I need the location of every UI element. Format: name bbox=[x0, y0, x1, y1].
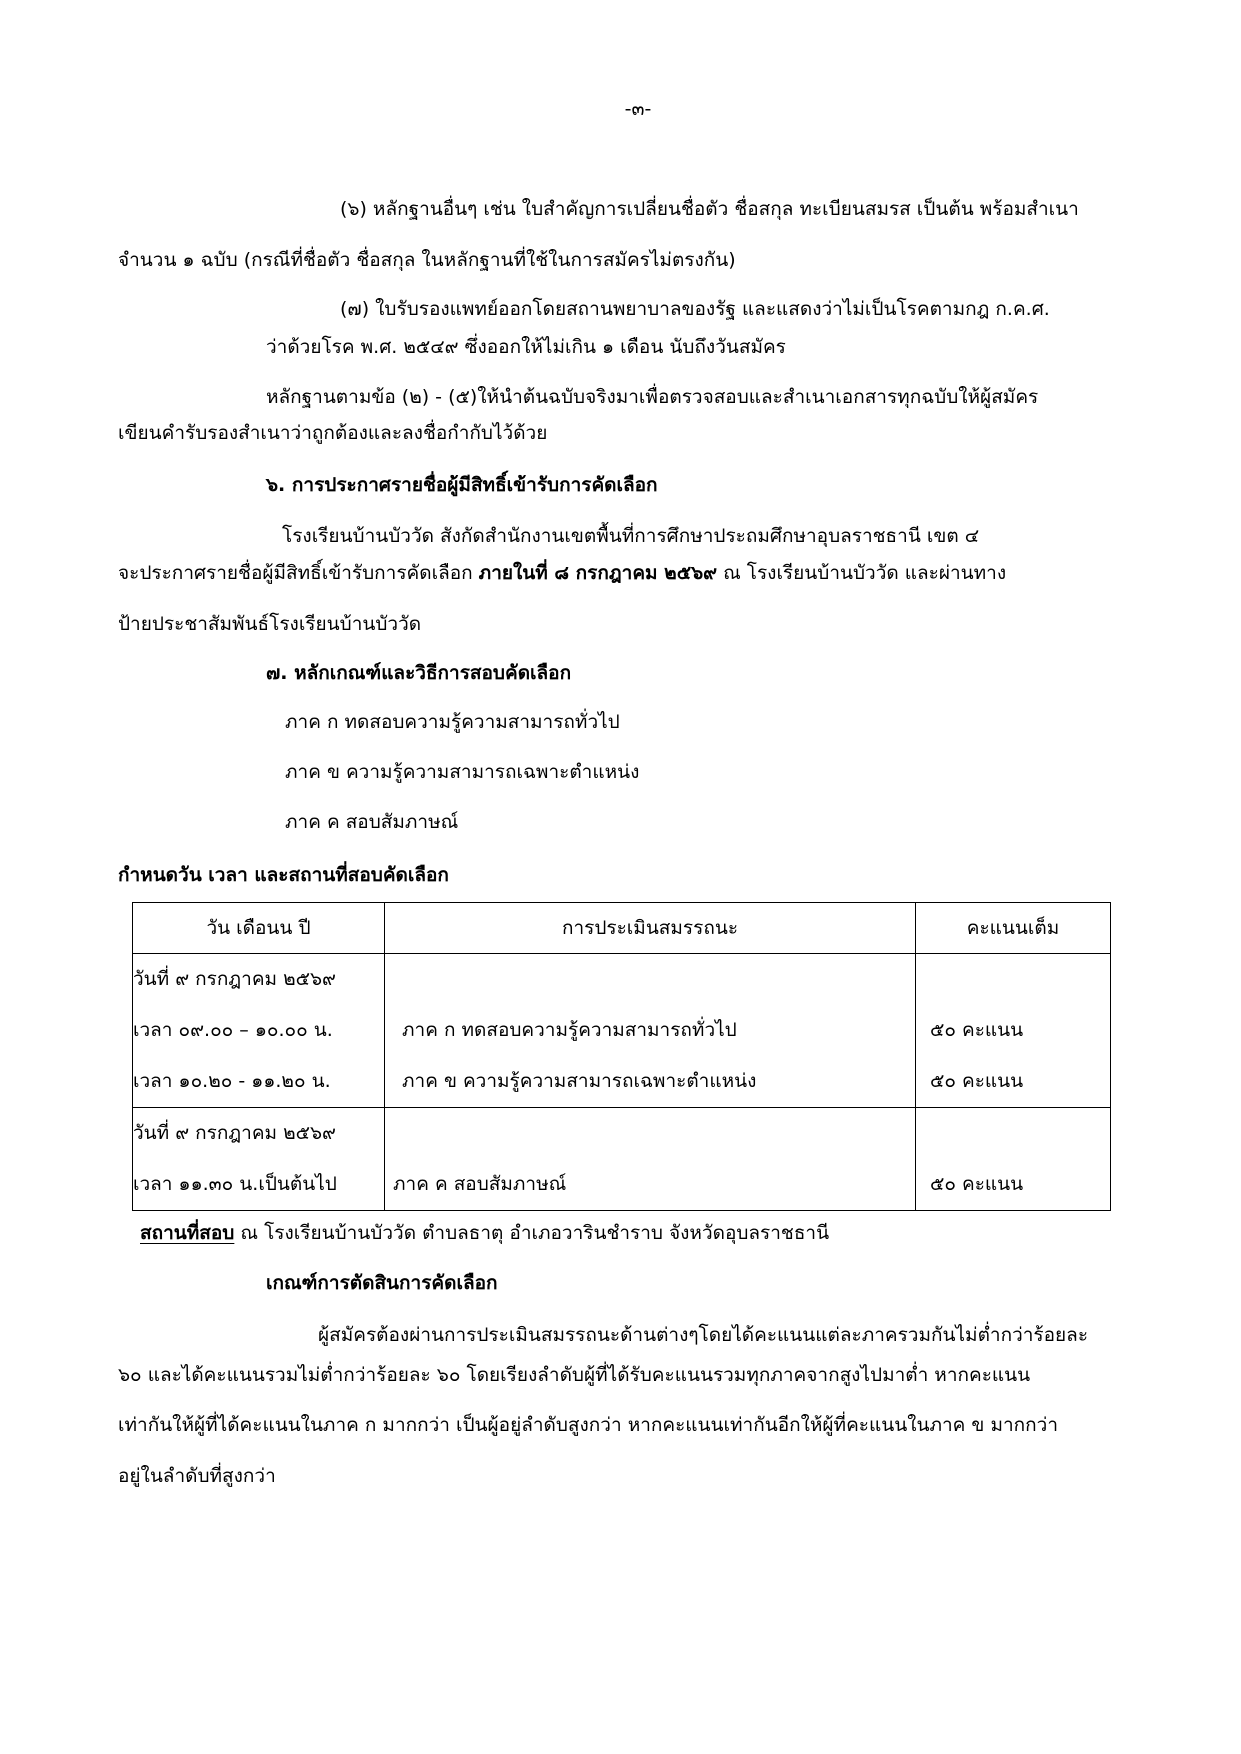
row1-score-a: ๕๐ คะแนน bbox=[930, 1019, 1024, 1041]
row2-date: วันที่ ๙ กรกฎาคม ๒๕๖๙ bbox=[133, 1122, 336, 1144]
row1-time-b: เวลา ๑๐.๒๐ - ๑๑.๒๐ น. bbox=[133, 1070, 331, 1092]
row2-time: เวลา ๑๑.๓๐ น.เป็นต้นไป bbox=[133, 1173, 337, 1195]
item6-line1: (๖) หลักฐานอื่นๆ เช่น ใบสำคัญการเปลี่ยนชื่อตัว ชื่อสกุล ทะเบียนสมรส เป็นต้น พร้อมสำเนา bbox=[340, 198, 1079, 220]
row1-date: วันที่ ๙ กรกฎาคม ๒๕๖๙ bbox=[133, 968, 336, 990]
section6-line2 bbox=[118, 564, 1006, 583]
exam-part-c: ภาค ค สอบสัมภาษณ์ bbox=[285, 811, 459, 833]
row1-assessment-a: ภาค ก ทดสอบความรู้ความสามารถทั่วไป bbox=[402, 1019, 737, 1041]
column-header-score: คะแนนเต็ม bbox=[916, 903, 1111, 954]
schedule-header-row bbox=[133, 903, 1111, 954]
criteria-line1: ผู้สมัครต้องผ่านการประเมินสมรรถนะด้านต่างๆโดยได้คะแนนแต่ละภาครวมกันไม่ต่ำกว่าร้อยละ bbox=[318, 1324, 1089, 1346]
row1-assessment-b: ภาค ข ความรู้ความสามารถเฉพาะตำแหน่ง bbox=[402, 1070, 757, 1092]
announcement-date: ภายในที่ ๘ กรกฎาคม ๒๕๖๙ bbox=[478, 562, 718, 584]
criteria-heading: เกณฑ์การตัดสินการคัดเลือก bbox=[266, 1272, 498, 1294]
section6-line2-post: ณ โรงเรียนบ้านบัววัด และผ่านทาง bbox=[717, 562, 1007, 584]
section6-line2-pre: จะประกาศรายชื่อผู้มีสิทธิ์เข้ารับการคัดเลือก bbox=[118, 562, 479, 584]
row1-score-b: ๕๐ คะแนน bbox=[930, 1070, 1024, 1092]
section6-line1: โรงเรียนบ้านบัววัด สังกัดสำนักงานเขตพื้นที่การศึกษาประถมศึกษาอุบลราชธานี เขต ๔ bbox=[282, 525, 980, 547]
row1-date-cell bbox=[133, 954, 385, 1108]
page-number: -๓- bbox=[624, 98, 652, 120]
row1-time-a: เวลา ๐๙.๐๐ – ๑๐.๐๐ น. bbox=[133, 1019, 333, 1041]
section6-line3: ป้ายประชาสัมพันธ์โรงเรียนบ้านบัววัด bbox=[118, 613, 422, 635]
schedule-heading: กำหนดวัน เวลา และสถานที่สอบคัดเลือก bbox=[118, 864, 449, 886]
row2-score-cell bbox=[916, 1108, 1111, 1211]
row2-assessment: ภาค ค สอบสัมภาษณ์ bbox=[393, 1173, 567, 1195]
criteria-line3: เท่ากันให้ผู้ที่ได้คะแนนในภาค ก มากกว่า เป็นผู้อยู่ลำดับสูงกว่า หากคะแนนเท่ากันอีกให้ผู้ที่คะแนนในภาค ข มากกว่า bbox=[118, 1414, 1058, 1436]
schedule-table bbox=[132, 902, 1111, 1211]
column-header-assessment: การประเมินสมรรถนะ bbox=[385, 903, 916, 954]
row2-score: ๕๐ คะแนน bbox=[930, 1173, 1024, 1195]
row1-score-cell bbox=[916, 954, 1111, 1108]
venue-label: สถานที่สอบ bbox=[140, 1222, 235, 1244]
venue-text: ณ โรงเรียนบ้านบัววัด ตำบลธาตุ อำเภอวารินชำราบ จังหวัดอุบลราชธานี bbox=[234, 1222, 830, 1244]
venue-line bbox=[140, 1224, 829, 1243]
item7-line1: (๗) ใบรับรองแพทย์ออกโดยสถานพยาบาลของรัฐ และแสดงว่าไม่เป็นโรคตามกฎ ก.ค.ศ. bbox=[340, 298, 1050, 320]
section6-heading: ๖. การประกาศรายชื่อผู้มีสิทธิ์เข้ารับการคัดเลือก bbox=[266, 474, 658, 496]
section7-heading: ๗. หลักเกณฑ์และวิธีการสอบคัดเลือก bbox=[266, 662, 572, 684]
exam-part-b: ภาค ข ความรู้ความสามารถเฉพาะตำแหน่ง bbox=[285, 761, 640, 783]
criteria-line2: ๖๐ และได้คะแนนรวมไม่ต่ำกว่าร้อยละ ๖๐ โดยเรียงลำดับผู้ที่ได้รับคะแนนรวมทุกภาคจากสูงไปมาต่ำ หากคะแนน bbox=[118, 1364, 1031, 1386]
row2-date-cell bbox=[133, 1108, 385, 1211]
evidence-line1: หลักฐานตามข้อ (๒) - (๕)ให้นำต้นฉบับจริงมาเพื่อตรวจสอบและสำเนาเอกสารทุกฉบับให้ผู้สมัคร bbox=[266, 386, 1039, 408]
table-row bbox=[133, 954, 1111, 1108]
exam-part-a: ภาค ก ทดสอบความรู้ความสามารถทั่วไป bbox=[285, 711, 620, 733]
item6-line2: จำนวน ๑ ฉบับ (กรณีที่ชื่อตัว ชื่อสกุล ในหลักฐานที่ใช้ในการสมัครไม่ตรงกัน) bbox=[118, 249, 736, 271]
criteria-line4: อยู่ในลำดับที่สูงกว่า bbox=[118, 1465, 276, 1487]
table-row bbox=[133, 1108, 1111, 1211]
column-header-date: วัน เดือนน ปี bbox=[133, 903, 385, 954]
row2-assessment-cell bbox=[385, 1108, 916, 1211]
evidence-line2: เขียนคำรับรองสำเนาว่าถูกต้องและลงชื่อกำกับไว้ด้วย bbox=[118, 422, 548, 444]
row1-assessment-cell bbox=[385, 954, 916, 1108]
item7-line2: ว่าด้วยโรค พ.ศ. ๒๕๔๙ ซึ่งออกให้ไม่เกิน ๑ เดือน นับถึงวันสมัคร bbox=[266, 336, 786, 358]
